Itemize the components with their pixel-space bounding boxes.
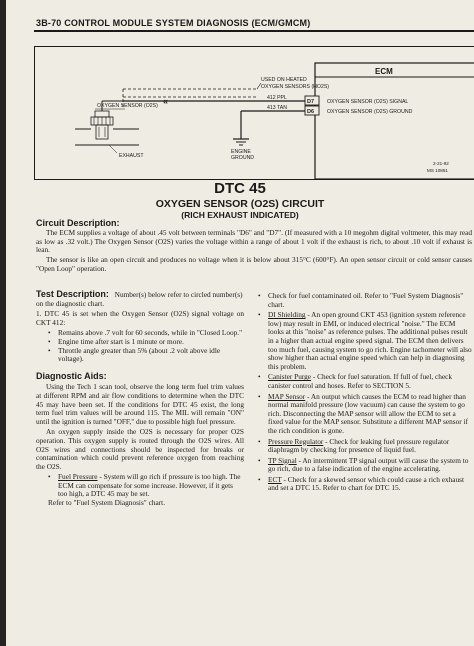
manual-page <box>6 0 474 646</box>
page-header: 3B-70 CONTROL MODULE SYSTEM DIAGNOSIS (ECM/GMCM) <box>36 18 311 28</box>
ground-label: OXYGEN SENSOR (O2S) GROUND <box>327 109 413 115</box>
circuit-description-p2: The sensor is like an open circuit and produces no voltage when it is below about 315°C (600°F). An open sensor circuit or cold sensor causes "Open Loop" operation. <box>36 255 472 273</box>
right-item: • DI Shielding - An open ground CKT 453 (ignition system reference low) may result in EMI, or induced electrical "noise." The ECM looks at this "noise" as reference pulses. The additional pulses result in a higher than actual engine speed signal. The ECM then delivers too much fuel, causing system to go rich. Engine tachometer will also show higher than actual engine speed which can help in diagnosing this problem. <box>258 310 472 371</box>
engine-ground-1: ENGINE <box>231 149 251 155</box>
diagnostic-aids-p1: Using the Tech 1 scan tool, observe the long term fuel trim values at different RPM and air flow conditions to determine when the DTC 45 may have been set. If the conditions for DTC 45 exist, the long term fuel trim values will be around 115. The MIL will remain "ON" until the ignition is turned "OFF," due to possible high fuel pressure. <box>36 382 244 426</box>
test-description-heading: Test Description: <box>36 289 109 299</box>
right-item: • ECT - Check for a skewed sensor which could cause a rich exhaust and set a DTC 15. Refer to chart for DTC 15. <box>258 474 465 493</box>
circuit-description-p1: The ECM supplies a voltage of about .45 volt between terminals "D6" and "D7". (If measured with a 10 megohm digital voltmeter, this may read as low as .32 volt.) The Oxygen Sensor (O2S) varies the voltage within a range of about 1 volt if the exhaust is rich, to about .10 volt if exhaust is lean. <box>36 228 472 255</box>
sensor-label: OXYGEN SENSOR (O2S) <box>97 103 158 109</box>
pin-d6: D6 <box>307 109 315 115</box>
right-item: • Canister Purge - Check for fuel saturation. If full of fuel, check canister control and hoses. Refer to SECTION 5. <box>258 372 453 390</box>
ecm-label: ECM <box>375 67 393 76</box>
right-item: • MAP Sensor - An output which causes the ECM to read higher than normal manifold pressure (low vacuum) can cause the system to go rich. Disconnecting the MAP sensor will allow the ECM to set a fixed value for the MAP sensor. Substitute a different MAP sensor if the rich condition is gone. <box>258 391 468 435</box>
diagram-ref: MS 10851 <box>427 168 448 173</box>
diagnostic-aids-p2: An oxygen supply inside the O2S is necessary for proper O2S operation. This oxygen supply is routed through the O2S wires. All O2S wires and connections should be inspected for breaks or contamination which could prevent reference oxygen from reaching the O2S. <box>36 427 244 471</box>
wire-412-label: 412 PPL <box>267 95 287 101</box>
diagnostic-aids-heading: Diagnostic Aids: <box>36 370 107 381</box>
connector-chevron-icon: « <box>163 96 169 106</box>
heated-label-1: USED ON HEATED <box>261 77 307 83</box>
test-description-intro: Number(s) below refer to circled number(s) on the diagnostic chart. <box>36 290 243 308</box>
wire-413-label: 413 TAN <box>267 105 287 111</box>
wiring-diagram <box>34 46 474 180</box>
left-column <box>36 290 244 510</box>
oxygen-sensor-icon <box>91 111 113 139</box>
fuel-pressure-term: Fuel Pressure <box>58 472 98 482</box>
heated-label-2: OXYGEN SENSORS (HO2S) <box>261 84 330 90</box>
right-item: • Pressure Regulator - Check for leaking fuel pressure regulator diaphragm by checking for presence of liquid fuel. <box>258 436 450 455</box>
fuel-pressure-item: • Fuel Pressure - System will go rich if pressure is too high. The ECM can compensate for some increase. However, if it gets too high, a DTC 45 may be set. <box>48 472 241 499</box>
right-item: • TP Signal - An intermittent TP signal output will cause the system to go rich, due to a false indication of the engine accelerating. <box>258 455 469 474</box>
fuel-pressure-ref: Refer to "Fuel System Diagnosis" chart. <box>48 498 166 508</box>
right-item: • Check for fuel contaminated oil. Refer to "Fuel System Diagnosis" chart. <box>258 291 464 309</box>
exhaust-label: EXHAUST <box>119 153 144 159</box>
header-rule <box>34 30 474 32</box>
right-column <box>258 292 472 495</box>
test-item-1: 1. DTC 45 is set when the Oxygen Sensor (O2S) signal voltage on CKT 412: <box>36 309 244 327</box>
engine-ground-2: GROUND <box>231 155 255 161</box>
test-bullet: • Remains above .7 volt for 60 seconds, while in "Closed Loop." <box>48 328 243 338</box>
signal-label: OXYGEN SENSOR (O2S) SIGNAL <box>327 99 409 105</box>
pin-d7: D7 <box>307 99 315 105</box>
dtc-title: DTC 45 <box>214 180 266 197</box>
test-bullet: • Engine time after start is 1 minute or more. <box>48 336 184 346</box>
test-bullet: • Throttle angle greater than 5% (about .2 volt above idle voltage). <box>48 345 221 364</box>
circuit-description-heading: Circuit Description: <box>36 218 120 228</box>
diagram-date: 2-21-92 <box>433 161 449 166</box>
circuit-subtitle: (RICH EXHAUST INDICATED) <box>181 210 299 220</box>
wiring-diagram-svg <box>35 47 474 179</box>
circuit-title: OXYGEN SENSOR (O2S) CIRCUIT <box>155 198 325 210</box>
fuel-pressure-text: - System will go rich if pressure is too high. The ECM can compensate for some increase. However, if it gets too high, a DTC 45 may be set. <box>58 472 241 499</box>
